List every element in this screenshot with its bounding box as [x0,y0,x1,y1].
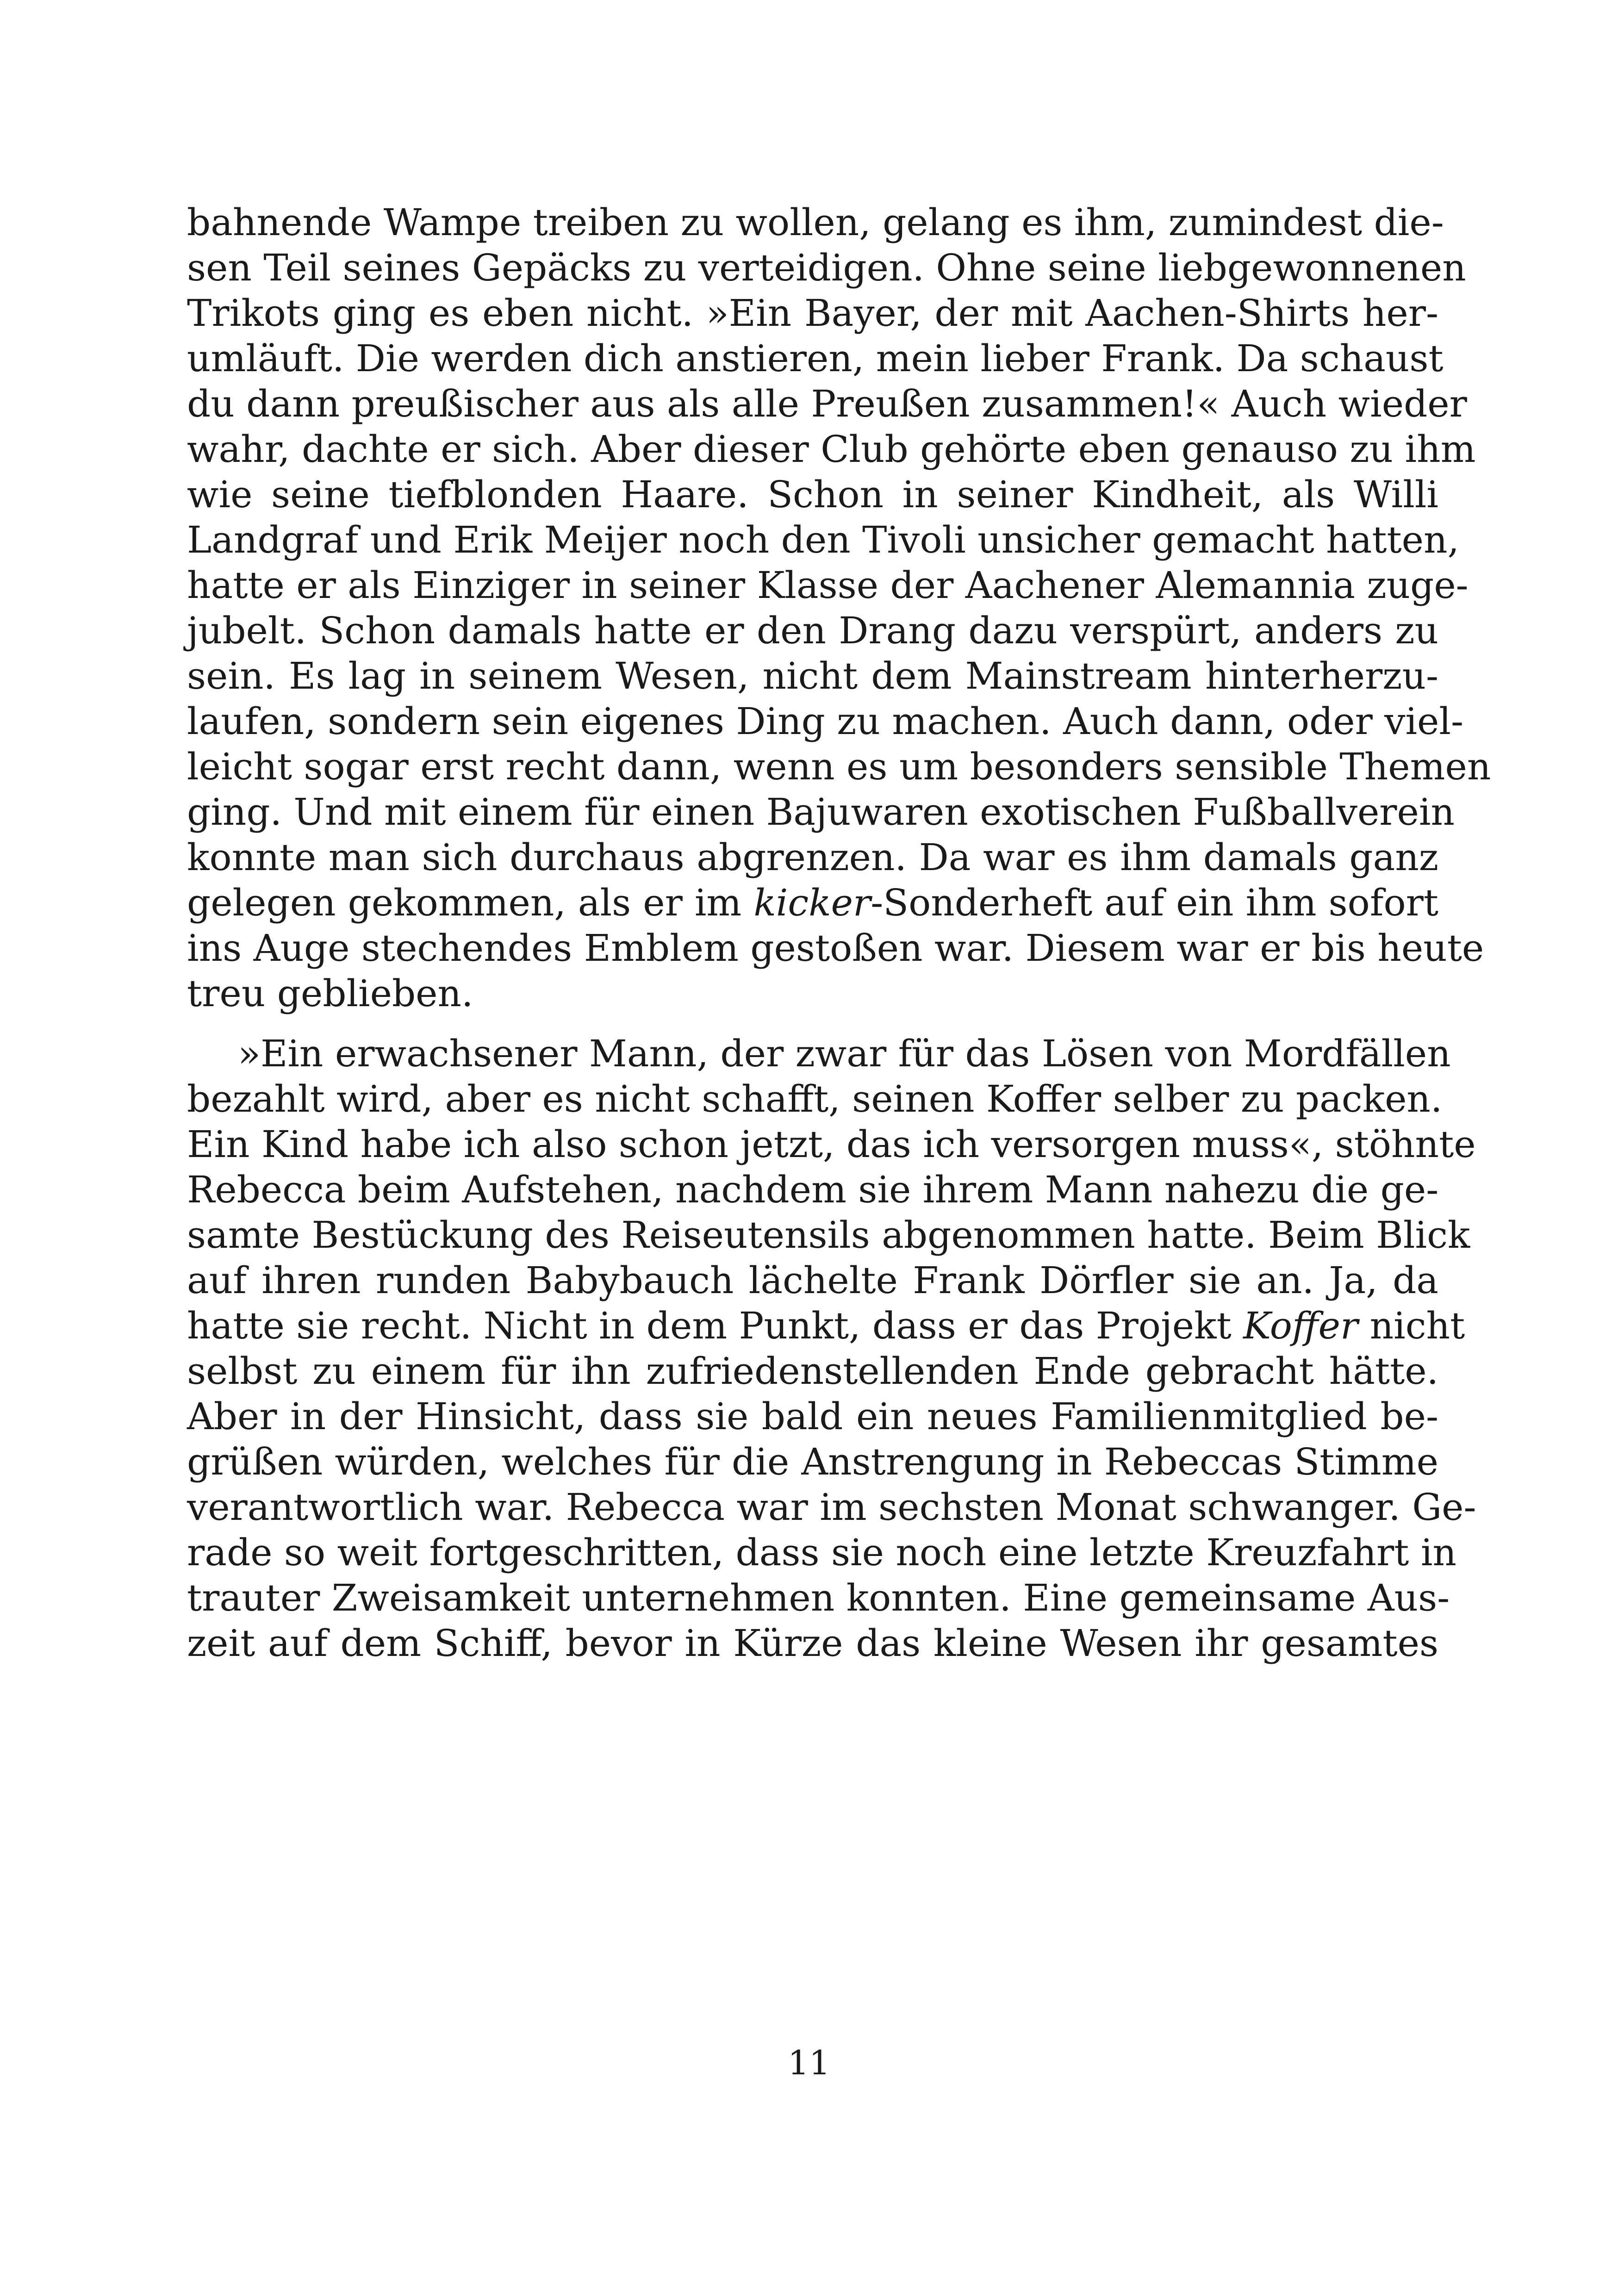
text-line: wie seine tiefblonden Haare. Schon in seiner Kindheit, als Willi [187,473,1438,516]
text-line: zeit auf dem Schiff, bevor in Kürze das kleine Wesen ihr gesamtes [187,1622,1438,1665]
text-line: Landgraf und Erik Meijer noch den Tivoli unsicher gemacht hatten, [187,518,1459,561]
text-line: samte Bestückung des Reiseutensils abgenommen hatte. Beim Blick [187,1213,1470,1257]
text-line: laufen, sondern sein eigenes Ding zu machen. Auch dann, oder viel- [187,700,1464,743]
text-line: ging. Und mit einem für einen Bajuwaren exotischen Fußballverein [187,790,1455,834]
text-line: hatte sie recht. Nicht in dem Punkt, dass er das Projekt Koffer nicht [187,1304,1465,1347]
page-number: 11 [788,2043,830,2082]
text-line: auf ihren runden Babybauch lächelte Frank Dörfler sie an. Ja, da [187,1259,1438,1302]
text-line: rade so weit fortgeschritten, dass sie noch eine letzte Kreuzfahrt in [187,1531,1456,1574]
text-line: Aber in der Hinsicht, dass sie bald ein neues Familienmitglied be- [187,1395,1438,1438]
text-line: wahr, dachte er sich. Aber dieser Club gehörte eben genauso zu ihm [187,428,1476,471]
text-line: jubelt. Schon damals hatte er den Drang dazu verspürt, anders zu [187,609,1438,652]
text-line: konnte man sich durchaus abgrenzen. Da war es ihm damals ganz [187,836,1438,879]
text-line: verantwortlich war. Rebecca war im sechsten Monat schwanger. Ge- [187,1486,1476,1529]
italic-magazine-title: kicker [753,881,871,924]
italic-project-name: Koffer [1243,1304,1358,1347]
text-line: ins Auge stechendes Emblem gestoßen war. Diesem war er bis heute [187,927,1484,970]
text-line: treu geblieben. [187,972,473,1015]
text-line: bahnende Wampe treiben zu wollen, gelang es ihm, zumindest die- [187,201,1444,244]
paragraph-gap [187,1016,1438,1031]
paragraph [187,200,1491,1016]
text-line: du dann preußischer aus als alle Preußen zusammen!« Auch wieder [187,382,1467,425]
text-line: leicht sogar erst recht dann, wenn es um besonders sensible Themen [187,745,1491,788]
text-line: selbst zu einem für ihn zufriedenstellenden Ende gebracht hätte. [187,1350,1438,1393]
body-text [187,200,1491,1666]
text-line: gelegen gekommen, als er im kicker-Sonderheft auf ein ihm sofort [187,881,1438,924]
text-line: Trikots ging es eben nicht. »Ein Bayer, der mit Aachen-Shirts her- [187,292,1438,335]
text-line: bezahlt wird, aber es nicht schafft, seinen Koffer selber zu packen. [187,1077,1443,1120]
paragraph [187,1031,1476,1666]
text-line: »Ein erwachsener Mann, der zwar für das Lösen von Mordfällen [238,1032,1451,1075]
text-line: sein. Es lag in seinem Wesen, nicht dem Mainstream hinterherzu- [187,654,1438,697]
text-line: grüßen würden, welches für die Anstrengung in Rebeccas Stimme [187,1440,1438,1483]
text-line: umläuft. Die werden dich anstieren, mein lieber Frank. Da schaust [187,337,1444,380]
text-line: Ein Kind habe ich also schon jetzt, das ich versorgen muss«, stöhnte [187,1123,1476,1166]
text-line: Rebecca beim Aufstehen, nachdem sie ihrem Mann nahezu die ge- [187,1168,1439,1211]
text-line: sen Teil seines Gepäcks zu verteidigen. Ohne seine liebgewonnenen [187,246,1466,289]
text-line: trauter Zweisamkeit unternehmen konnten. Eine gemeinsame Aus- [187,1576,1450,1619]
text-line: hatte er als Einziger in seiner Klasse der Aachener Alemannia zuge- [187,564,1469,607]
